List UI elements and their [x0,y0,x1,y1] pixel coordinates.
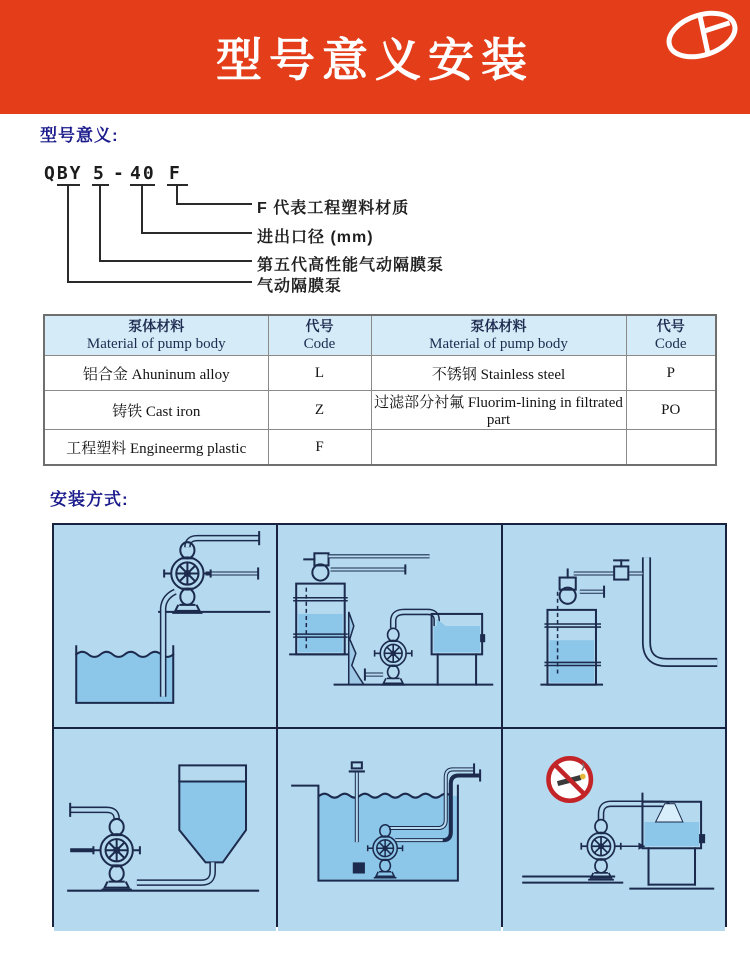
ledge-suction-illustration [54,525,276,727]
header-code-right: 代号 Code [626,315,716,356]
installation-diagram-grid [52,523,727,927]
header-code-left: 代号 Code [268,315,371,356]
material-cell: 工程塑料 Engineermg plastic [44,430,268,466]
code-cell: Z [268,391,371,430]
model-code-generation: 5 [93,163,106,184]
annotation-pump-type: 气动隔膜泵 [257,278,343,295]
material-cell: 过滤部分衬氟 Fluorim-lining in filtrated part [371,391,626,430]
page-title: 型号意义安装 [216,33,534,87]
table-header-row [44,315,716,356]
diagram-hopper-feed-install [54,729,276,931]
code-cell-empty [626,430,716,466]
material-cell: 铝合金 Ahuninum alloy [44,356,268,391]
model-meaning-section [0,115,750,305]
page-banner [0,0,750,114]
header-material-left: 泵体材料 Material of pump body [44,315,268,356]
model-meaning-heading: 型号意义: [40,126,119,145]
diaphragm-pump-icon [93,819,139,890]
code-cell: F [268,430,371,466]
annotation-diameter: 进出口径 (mm) [257,229,374,246]
diagram-submerged-install [278,729,500,931]
material-cell-empty [371,430,626,466]
no-smoking-transfer-illustration [503,729,725,931]
diagram-drum-and-transfer-install [278,525,500,727]
diagram-no-smoking-transfer-install [503,729,725,931]
material-cell: 不锈钢 Stainless steel [371,356,626,391]
code-cell: P [626,356,716,391]
header-material-right: 泵体材料 Material of pump body [371,315,626,356]
table-row [44,430,716,466]
code-cell: PO [626,391,716,430]
pump-material-code-table [43,314,717,466]
material-cell: 铸铁 Cast iron [44,391,268,430]
drum-pipeline-illustration [503,525,725,727]
brand-logo-icon [660,6,744,64]
drum-transfer-illustration [278,525,500,727]
model-code-material: F [169,163,182,184]
annotation-material: F 代表工程塑料材质 [257,200,410,217]
diaphragm-pump-icon [164,542,210,613]
model-code-series: QBY [44,163,83,184]
submerged-pump-illustration [278,729,500,931]
table-row [44,356,716,391]
annotation-generation: 第五代高性能气动隔膜泵 [257,257,445,274]
code-cell: L [268,356,371,391]
install-method-heading: 安装方式: [50,490,129,509]
table-row [44,391,716,430]
hopper-feed-illustration [54,729,276,931]
model-code-diameter: 40 [130,163,156,184]
diagram-ledge-suction-install [54,525,276,727]
diagram-drum-pipeline-install [503,525,725,727]
model-code-dash: - [113,163,126,184]
diaphragm-pump-icon [581,820,621,880]
